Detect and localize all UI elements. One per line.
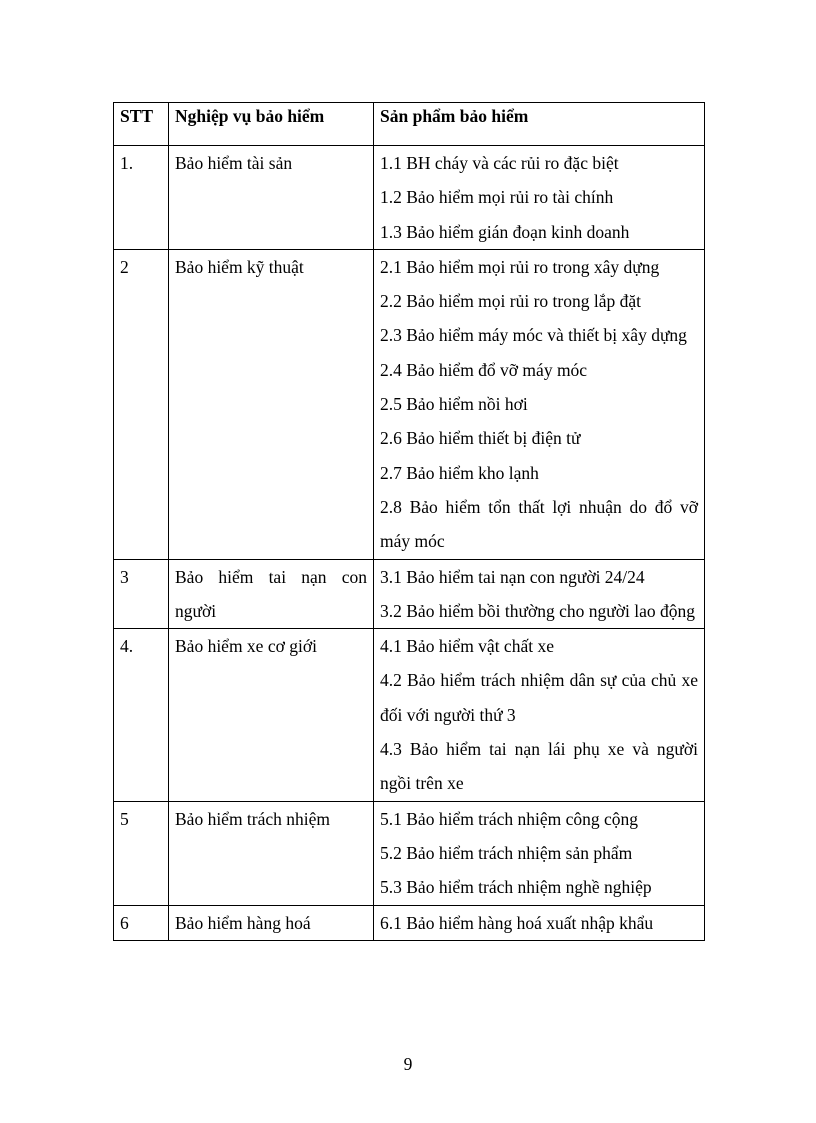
row-business: Bảo hiểm trách nhiệm	[169, 801, 374, 905]
product-item: 5.2 Bảo hiểm trách nhiệm sản phẩm	[380, 842, 633, 863]
row-business: Bảo hiểm xe cơ giới	[169, 629, 374, 801]
table-row	[114, 905, 705, 940]
product-item: 2.4 Bảo hiểm đổ vỡ máy móc	[380, 359, 588, 380]
row-stt: 3	[114, 559, 169, 629]
product-item: 1.2 Bảo hiểm mọi rủi ro tài chính	[380, 187, 614, 208]
row-business: Bảo hiểm hàng hoá	[169, 905, 374, 940]
header-business: Nghiệp vụ bảo hiểm	[169, 103, 374, 146]
row-products	[374, 905, 705, 940]
row-products	[374, 146, 705, 250]
row-stt: 1.	[114, 146, 169, 250]
product-item: 2.7 Bảo hiểm kho lạnh	[380, 462, 539, 483]
page-number: 9	[403, 1054, 413, 1074]
product-item: 1.3 Bảo hiểm gián đoạn kinh doanh	[380, 221, 630, 242]
table-row	[114, 249, 705, 559]
table-row	[114, 801, 705, 905]
row-stt: 4.	[114, 629, 169, 801]
product-item: 4.2 Bảo hiểm trách nhiệm dân sự của chủ xe đối với người thứ 3	[380, 670, 698, 725]
row-business: Bảo hiểm tài sản	[169, 146, 374, 250]
row-business: Bảo hiểm kỹ thuật	[169, 249, 374, 559]
product-item: 6.1 Bảo hiểm hàng hoá xuất nhập khẩu	[380, 912, 654, 933]
table-header	[114, 103, 705, 146]
product-item: 4.3 Bảo hiểm tai nạn lái phụ xe và người ngồi trên xe	[380, 739, 698, 794]
product-item: 2.1 Bảo hiểm mọi rủi ro trong xây dựng	[380, 256, 660, 277]
product-item: 2.6 Bảo hiểm thiết bị điện tử	[380, 428, 581, 449]
product-item: 3.1 Bảo hiểm tai nạn con người 24/24	[380, 566, 645, 587]
table-row	[114, 559, 705, 629]
table-row	[114, 146, 705, 250]
product-item: 5.1 Bảo hiểm trách nhiệm công cộng	[380, 808, 639, 829]
product-item: 2.2 Bảo hiểm mọi rủi ro trong lắp đặt	[380, 291, 641, 312]
header-products: Sản phẩm bảo hiểm	[374, 103, 705, 146]
business-label: Bảo hiểm tai nạn con người	[175, 566, 367, 621]
row-products	[374, 249, 705, 559]
product-item: 5.3 Bảo hiểm trách nhiệm nghề nghiệp	[380, 877, 652, 898]
row-products	[374, 559, 705, 629]
product-item: 1.1 BH cháy và các rủi ro đặc biệt	[380, 153, 619, 173]
product-item: 4.1 Bảo hiểm vật chất xe	[380, 636, 554, 657]
row-stt: 5	[114, 801, 169, 905]
row-stt: 6	[114, 905, 169, 940]
header-stt: STT	[114, 103, 169, 146]
row-stt: 2	[114, 249, 169, 559]
product-item: 3.2 Bảo hiểm bồi thường cho người lao động	[380, 600, 696, 621]
product-item: 2.5 Bảo hiểm nồi hơi	[380, 394, 528, 415]
row-products	[374, 801, 705, 905]
product-item: 2.8 Bảo hiểm tổn thất lợi nhuận do đổ vỡ máy móc	[380, 496, 698, 552]
product-item: 2.3 Bảo hiểm máy móc và thiết bị xây dựng	[380, 325, 687, 346]
row-products	[374, 629, 705, 801]
table-row	[114, 629, 705, 801]
row-business	[169, 559, 374, 629]
table-body	[114, 146, 705, 941]
insurance-products-table	[113, 102, 705, 941]
header-row	[114, 103, 705, 146]
